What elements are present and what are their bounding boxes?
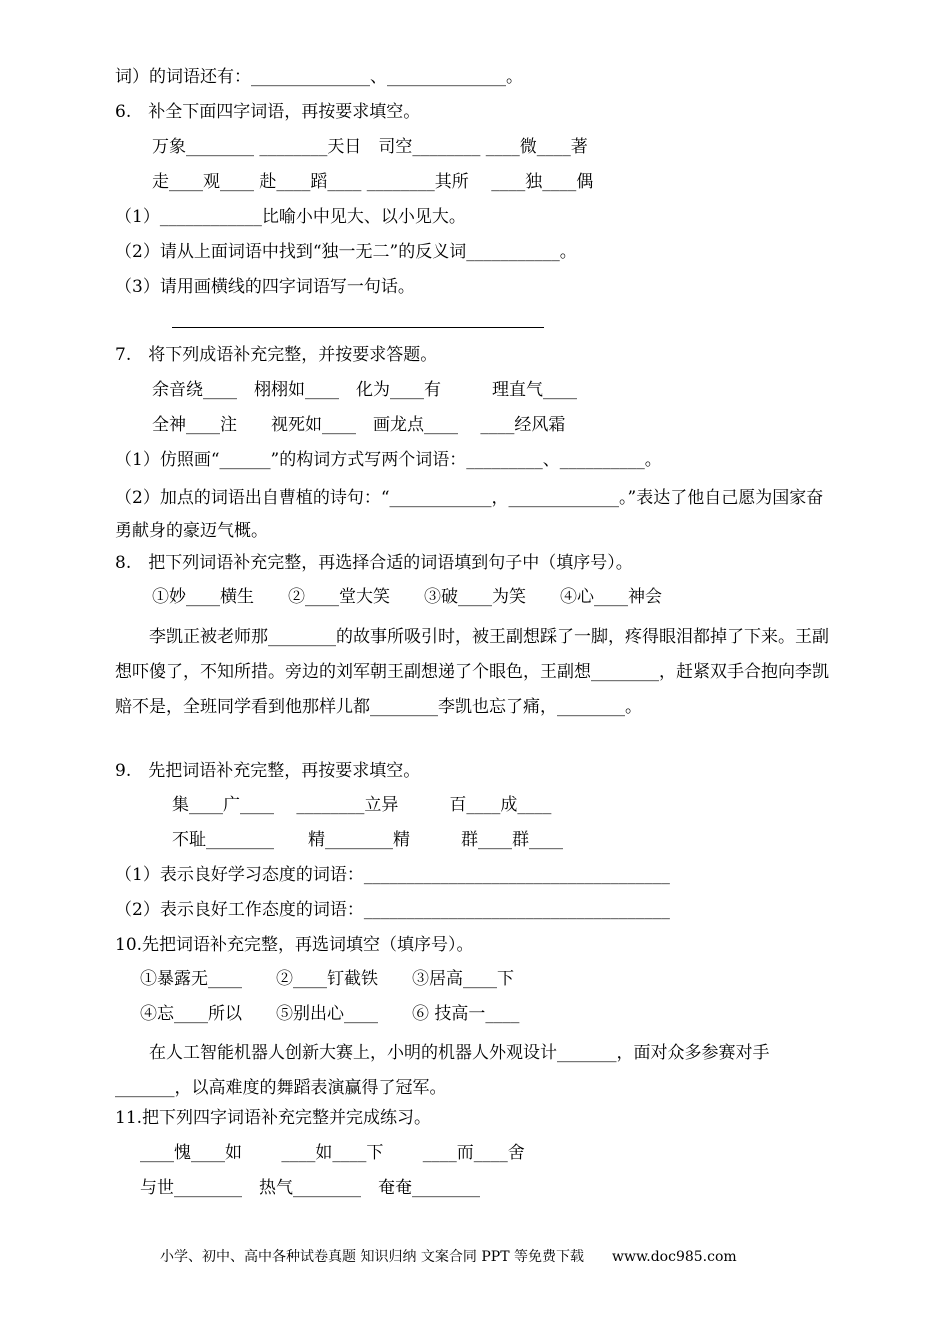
q9-words-row1: 集____广____ ________立异 百____成____: [172, 795, 552, 815]
q7-sub1: （1）仿照画“______”的构词方式写两个词语：_________、__________。: [115, 450, 662, 470]
q9-words-row2: 不耻________ 精________精 群____群____: [172, 830, 563, 850]
q6-words-row1: 万象________ ________天日 司空________ ____微____著: [152, 137, 588, 157]
q6-title: 6. 补全下面四字词语，再按要求填空。: [115, 102, 421, 122]
q10-options-row1: ①暴露无____ ②____钉截铁 ③居高____下: [140, 969, 514, 989]
q7-sub2: （2）加点的词语出自曹植的诗句：“____________，_____________。”表达了他自己愿为国家奋勇献身的豪迈气概。: [115, 488, 824, 541]
q8-options: ①妙____横生 ②____堂大笑 ③破____为笑 ④心____神会: [152, 587, 662, 607]
page-footer: 小学、初中、高中各种试卷真题 知识归纳 文案合同 PPT 等免费下载 www.doc985.com: [160, 1249, 737, 1265]
q9-title: 9. 先把词语补充完整，再按要求填空。: [115, 761, 421, 781]
q6-sub2: （2）请从上面词语中找到“独一无二”的反义词___________。: [115, 242, 577, 262]
q10-options-row2: ④忘____所以 ⑤别出心____ ⑥ 技高一____: [140, 1004, 520, 1024]
q11-words-row1: ____愧____如 ____如____下 ____而____舍: [140, 1143, 525, 1163]
q11-title: 11.把下列四字词语补充完整并完成练习。: [115, 1108, 432, 1128]
q6-sub1: （1）____________比喻小中见大、以小见大。: [115, 207, 466, 227]
q10-passage: 在人工智能机器人创新大赛上，小明的机器人外观设计_______，面对众多参赛对手_______，以高难度的舞蹈表演赢得了冠军。: [115, 1043, 770, 1098]
q6-words-row2: 走____观____ 赴____蹈____ ________其所 ____独____偶: [152, 172, 594, 192]
q6-sub3: （3）请用画横线的四字词语写一句话。: [115, 277, 415, 297]
q10-title: 10.先把词语补充完整，再选词填空（填序号）。: [115, 935, 474, 955]
q7-words-row2: 全神____注 视死如____ 画龙点____ ____经风霜: [152, 415, 566, 435]
answer-blank-line: [172, 327, 544, 328]
q8-passage: 李凯正被老师那________的故事所吸引时，被王副想踩了一脚，疼得眼泪都掉了下来。王副想吓傻了，不知所措。旁边的刘军朝王副想递了个眼色，王副想________，赶紧双手合抱向李凯赔不是，全班同学看到他那样儿都________李凯也忘了痛，________。: [115, 627, 829, 717]
q8-title: 8. 把下列词语补充完整，再选择合适的词语填到句子中（填序号）。: [115, 553, 633, 573]
q9-sub2: （2）表示良好工作态度的词语：____________________________________: [115, 900, 670, 920]
q9-sub1: （1）表示良好学习态度的词语：____________________________________: [115, 865, 670, 885]
q7-words-row1: 余音绕____ 栩栩如____ 化为____有 理直气____: [152, 380, 577, 400]
q5-tail-line: 词）的词语还有：______________、______________。: [115, 67, 523, 87]
q11-words-row2: 与世________ 热气________ 奄奄________: [140, 1178, 480, 1198]
q7-title: 7. 将下列成语补充完整，并按要求答题。: [115, 345, 438, 365]
